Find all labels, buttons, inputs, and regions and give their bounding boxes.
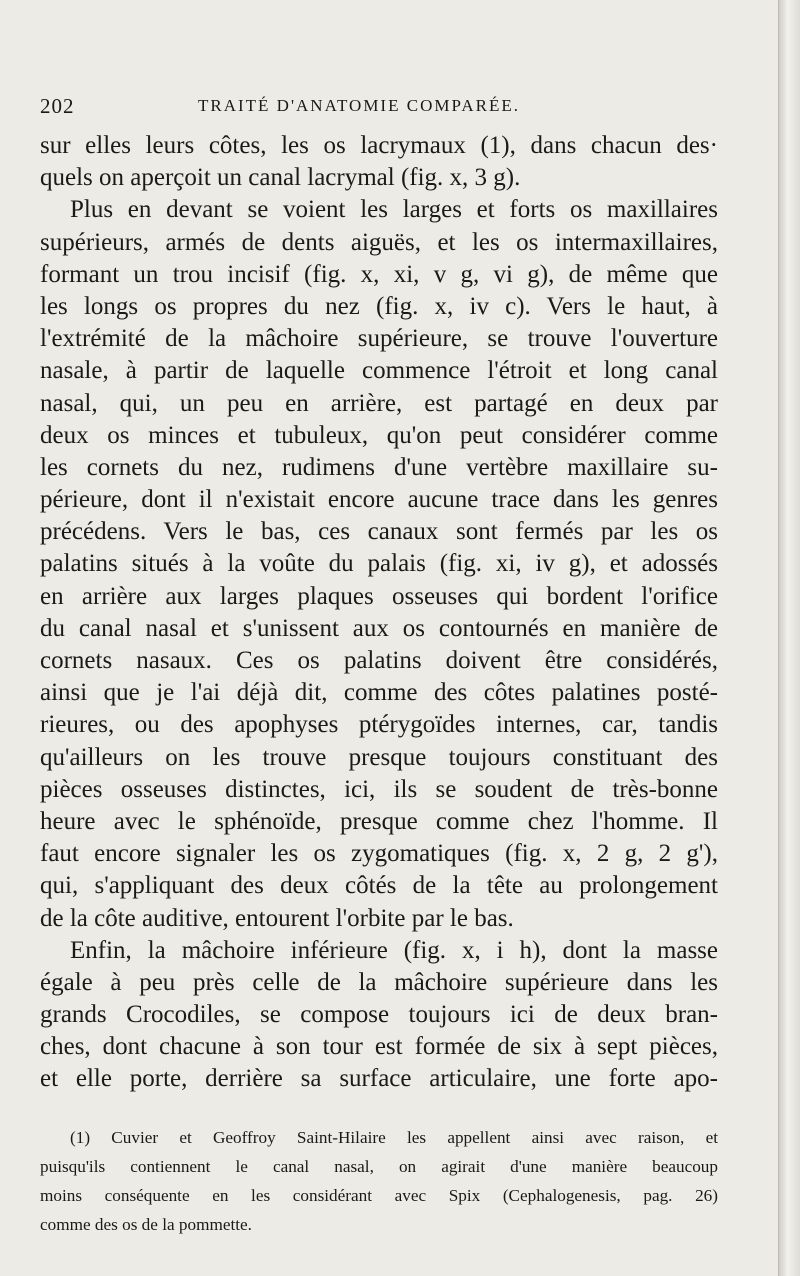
page-header — [40, 94, 716, 122]
running-head: TRAITÉ D'ANATOMIE COMPARÉE. — [198, 96, 520, 115]
text-line: du canal nasal et s'unissent aux os contournés en manière de — [40, 614, 718, 642]
text-line: périeure, dont il n'existait encore aucune trace dans les genres — [40, 486, 718, 514]
footnotes — [40, 1123, 718, 1239]
text-line: égale à peu près celle de la mâchoire supérieure dans les — [40, 968, 718, 996]
text-line: qui, s'appliquant des deux côtés de la tête au prolongement — [40, 872, 718, 900]
text-line: en arrière aux larges plaques osseuses qui bordent l'orifice — [40, 582, 718, 610]
text-line: pièces osseuses distinctes, ici, ils se soudent de très-bonne — [40, 775, 718, 803]
text-line: formant un trou incisif (fig. x, xi, v g, vi g), de même que — [40, 260, 718, 288]
text-line: deux os minces et tubuleux, qu'on peut considérer comme — [40, 421, 718, 449]
page-edge — [778, 0, 800, 1276]
page-number: 202 — [40, 94, 75, 118]
text-line: et elle porte, derrière sa surface articulaire, une forte apo- — [40, 1065, 718, 1093]
text-line: Enfin, la mâchoire inférieure (fig. x, i h), dont la masse — [70, 936, 718, 964]
text-line: grands Crocodiles, se compose toujours ici de deux bran- — [40, 1001, 718, 1029]
text-line: qu'ailleurs on les trouve presque toujours constituant des — [40, 743, 718, 771]
text-line: les longs os propres du nez (fig. x, iv c). Vers le haut, à — [40, 292, 718, 320]
text-line: nasale, à partir de laquelle commence l'étroit et long canal — [40, 357, 718, 385]
text-line: quels on aperçoit un canal lacrymal (fig. x, 3 g). — [40, 164, 521, 192]
text-line: les cornets du nez, rudimens d'une vertèbre maxillaire su- — [40, 453, 718, 481]
text-line: Plus en devant se voient les larges et forts os maxillaires — [70, 196, 718, 224]
text-line: précédens. Vers le bas, ces canaux sont fermés par les os — [40, 518, 718, 546]
text-line: de la côte auditive, entourent l'orbite par le bas. — [40, 904, 514, 932]
footnote-line: moins conséquente en les considérant avec Spix (Cephalogenesis, pag. 26) — [40, 1186, 718, 1205]
text-line: faut encore signaler les os zygomatiques (fig. x, 2 g, 2 g'), — [40, 840, 718, 868]
text-line: palatins situés à la voûte du palais (fig. xi, iv g), et adossés — [40, 550, 718, 578]
text-line: cornets nasaux. Ces os palatins doivent être considérés, — [40, 647, 718, 674]
body-text — [40, 130, 718, 1096]
text-line: sur elles leurs côtes, les os lacrymaux (1), dans chacun des· — [40, 132, 718, 159]
text-line: l'extrémité de la mâchoire supérieure, se trouve l'ouverture — [40, 325, 718, 353]
text-line: rieures, ou des apophyses ptérygoïdes internes, car, tandis — [40, 711, 718, 739]
text-line: supérieurs, armés de dents aiguës, et les os intermaxillaires, — [40, 228, 718, 256]
footnote-line: puisqu'ils contiennent le canal nasal, on agirait d'une manière beaucoup — [40, 1157, 718, 1176]
text-line: heure avec le sphénoïde, presque comme chez l'homme. Il — [40, 807, 718, 835]
footnote-line: (1) Cuvier et Geoffroy Saint-Hilaire les appellent ainsi avec raison, et — [70, 1128, 718, 1147]
footnote-line: comme des os de la pommette. — [40, 1215, 252, 1234]
text-line: nasal, qui, un peu en arrière, est partagé en deux par — [40, 389, 718, 417]
text-line: ches, dont chacune à son tour est formée de six à sept pièces, — [40, 1033, 718, 1061]
text-line: ainsi que je l'ai déjà dit, comme des côtes palatines posté- — [40, 679, 718, 707]
